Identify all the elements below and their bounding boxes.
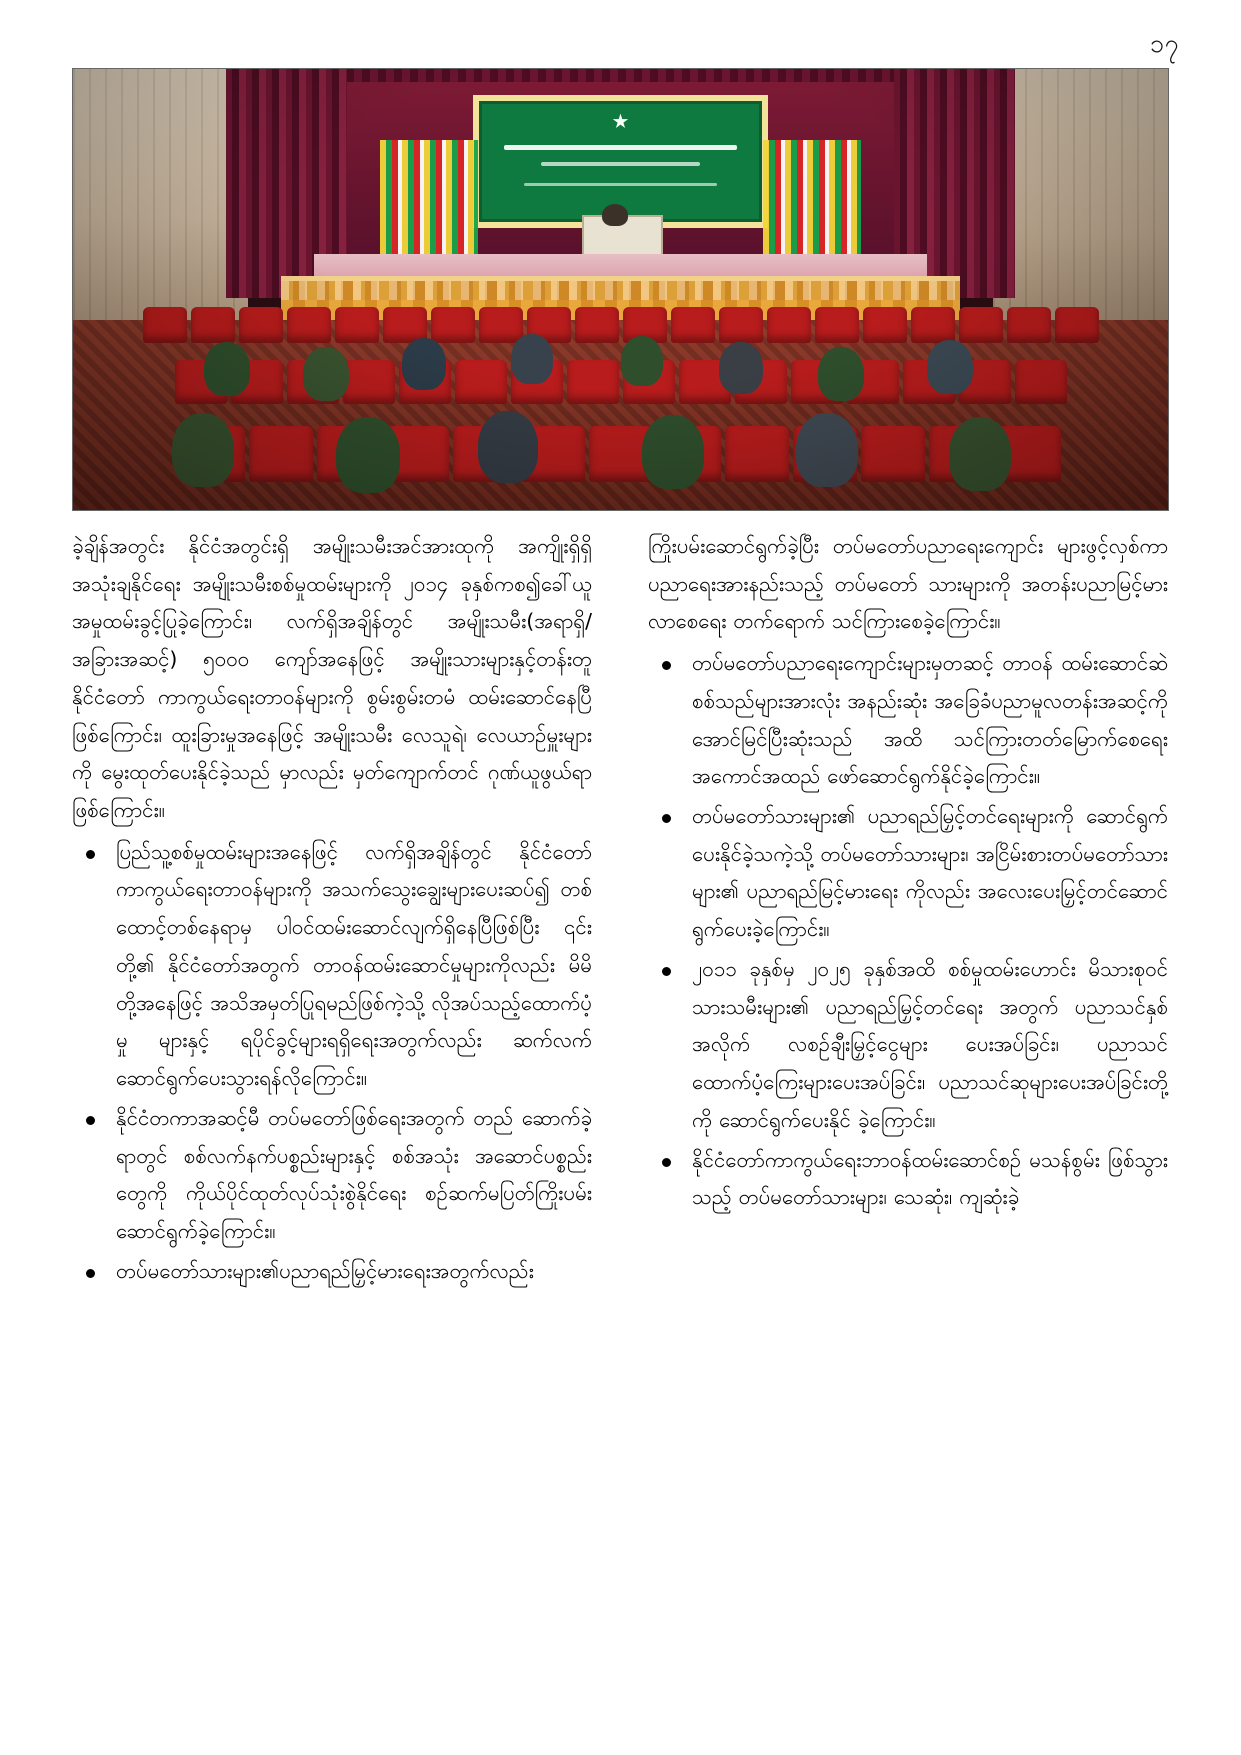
left-bullet-list <box>72 834 592 1291</box>
flag-group-right <box>763 140 862 255</box>
page-number: ၁၇ <box>1149 29 1179 58</box>
photo-scene <box>73 69 1168 510</box>
list-item: နိုင်ငံတကာအဆင့်မီ တပ်မတော်ဖြစ်ရေးအတွက် တည် ဆောက်ခဲ့ရာတွင် စစ်လက်နက်ပစ္စည်းများနှင့် စစ်အသုံး အဆောင်ပစ္စည်းတွေကို ကိုယ်ပိုင်ထုတ်လုပ်သုံးစွဲနိုင်ရေး စဉ်ဆက်မပြတ်ကြိုးပမ်းဆောင်ရွက်ခဲ့ကြောင်း။ <box>72 1100 592 1251</box>
speaker-person <box>602 204 628 226</box>
left-column <box>72 528 592 1292</box>
seat-row <box>73 307 1168 343</box>
ceremony-photo <box>72 68 1169 511</box>
audience-person <box>478 411 538 483</box>
audience-person <box>621 336 663 386</box>
audience-area <box>73 290 1168 511</box>
paragraph: ခဲ့ချိန်အတွင်း နိုင်ငံအတွင်းရှိ အမျိုးသမီးအင်အားထုကို အကျိုးရှိရှိအသုံးချနိုင်ရေး အမျိုးသမီးစစ်မှုထမ်းများကို ၂၀၁၄ ခုနှစ်ကစ၍ခေါ်ယူအမှုထမ်းခွင့်ပြုခဲ့ကြောင်း၊ လက်ရှိအချိန်တွင် အမျိုးသမီး(အရာရှိ/ အခြားအဆင့်) ၅၀၀၀ ကျော်အနေဖြင့် အမျိုးသားများနှင့်တန်းတူ နိုင်ငံတော် ကာကွယ်ရေးတာဝန်များကို စွမ်းစွမ်းတမံ ထမ်းဆောင်နေပြီဖြစ်ကြောင်း၊ ထူးခြားမှုအနေဖြင့် အမျိုးသမီး လေသူရဲ၊ လေယာဉ်မှူးများကို မွေးထုတ်ပေးနိုင်ခဲ့သည် မှာလည်း မှတ်ကျောက်တင် ဂုဏ်ယူဖွယ်ရာဖြစ်ကြောင်း။ <box>72 534 592 823</box>
list-item: တပ်မတော်ပညာရေးကျောင်းများမှတဆင့် တာဝန် ထမ်းဆောင်ဆဲ စစ်သည်များအားလုံး အနည်းဆုံး အခြေခံပညာမူလတန်းအဆင့်ကို အောင်မြင်ပြီးဆုံးသည် အထိ သင်ကြားတတ်မြောက်စေရေး အကောင်အထည် ဖော်ဆောင်ရွက်နိုင်ခဲ့ကြောင်း။ <box>648 645 1168 796</box>
audience-person <box>796 413 858 487</box>
star-emblem-icon <box>612 113 628 129</box>
list-item: ပြည်သူ့စစ်မှုထမ်းများအနေဖြင့် လက်ရှိအချိန်တွင် နိုင်ငံတော်ကာကွယ်ရေးတာဝန်များကို အသက်သွေးချွေးများပေးဆပ်၍ တစ်ထောင့်တစ်နေရာမှ ပါဝင်ထမ်းဆောင်လျက်ရှိနေပြီဖြစ်ပြီး ၎င်းတို့၏ နိုင်ငံတော်အတွက် တာဝန်ထမ်းဆောင်မှုများကိုလည်း မိမိတို့အနေဖြင့် အသိအမှတ်ပြုရမည်ဖြစ်ကဲ့သို့ လိုအပ်သည့်ထောက်ပံ့မှု များနှင့် ရပိုင်ခွင့်များရရှိရေးအတွက်လည်း ဆက်လက် ဆောင်ရွက်ပေးသွားရန်လိုကြောင်း။ <box>72 834 592 1098</box>
audience-person <box>719 342 763 394</box>
backdrop-text-line <box>541 162 700 166</box>
paragraph: ကြိုးပမ်းဆောင်ရွက်ခဲ့ပြီး တပ်မတော်ပညာရေးကျောင်း များဖွင့်လှစ်ကာ ပညာရေးအားနည်းသည့် တပ်မတော် သားများကို အတန်းပညာမြင့်မားလာစေရေး တက်ရောက် သင်ကြားစေခဲ့ကြောင်း။ <box>648 534 1168 634</box>
list-item: နိုင်ငံတော်ကာကွယ်ရေးဘာဝန်ထမ်းဆောင်စဉ် မသန်စွမ်း ဖြစ်သွားသည့် တပ်မတော်သားများ၊ သေဆုံး၊ ကျဆုံးခဲ့ <box>648 1142 1168 1217</box>
audience-person <box>949 417 1011 491</box>
audience-person <box>303 347 349 401</box>
right-column <box>648 528 1168 1292</box>
right-bullet-list <box>648 645 1168 1217</box>
audience-person <box>642 415 704 489</box>
backdrop-text-line <box>504 145 737 150</box>
audience-person <box>818 347 864 401</box>
flag-group-left <box>380 140 479 255</box>
list-item: တပ်မတော်သားများ၏ ပညာရည်မြှင့်တင်ရေးများကို ဆောင်ရွက်ပေးနိုင်ခဲ့သကဲ့သို့ တပ်မတော်သားများ၊ အငြိမ်းစားတပ်မတော်သားများ၏ ပညာရည်မြင့်မားရေး ကိုလည်း အလေးပေးမြှင့်တင်ဆောင်ရွက်ပေးခဲ့ကြောင်း။ <box>648 798 1168 949</box>
audience-person <box>511 334 553 384</box>
list-item: ၂၀၁၁ ခုနှစ်မှ ၂၀၂၅ ခုနှစ်အထိ စစ်မှုထမ်းဟောင်း မိသားစုဝင်သားသမီးများ၏ ပညာရည်မြှင့်တင်ရေး အတွက် ပညာသင်နှစ်အလိုက် လစဉ်ချီးမြှင့်ငွေများ ပေးအပ်ခြင်း၊ ပညာသင်ထောက်ပံ့ကြေးများပေးအပ်ခြင်း၊ ပညာသင်ဆုများပေးအပ်ခြင်းတို့ကို ဆောင်ရွက်ပေးနိုင် ခဲ့ကြောင်း။ <box>648 951 1168 1140</box>
audience-person <box>402 338 446 390</box>
audience-person <box>172 413 234 487</box>
audience-person <box>204 342 250 396</box>
audience-person <box>927 340 973 394</box>
backdrop-text-line <box>524 183 717 186</box>
text-columns <box>72 528 1169 1292</box>
list-item: တပ်မတော်သားများ၏ပညာရည်မြှင့်မားရေးအတွက်လည်း <box>72 1253 592 1291</box>
audience-person <box>336 417 400 493</box>
